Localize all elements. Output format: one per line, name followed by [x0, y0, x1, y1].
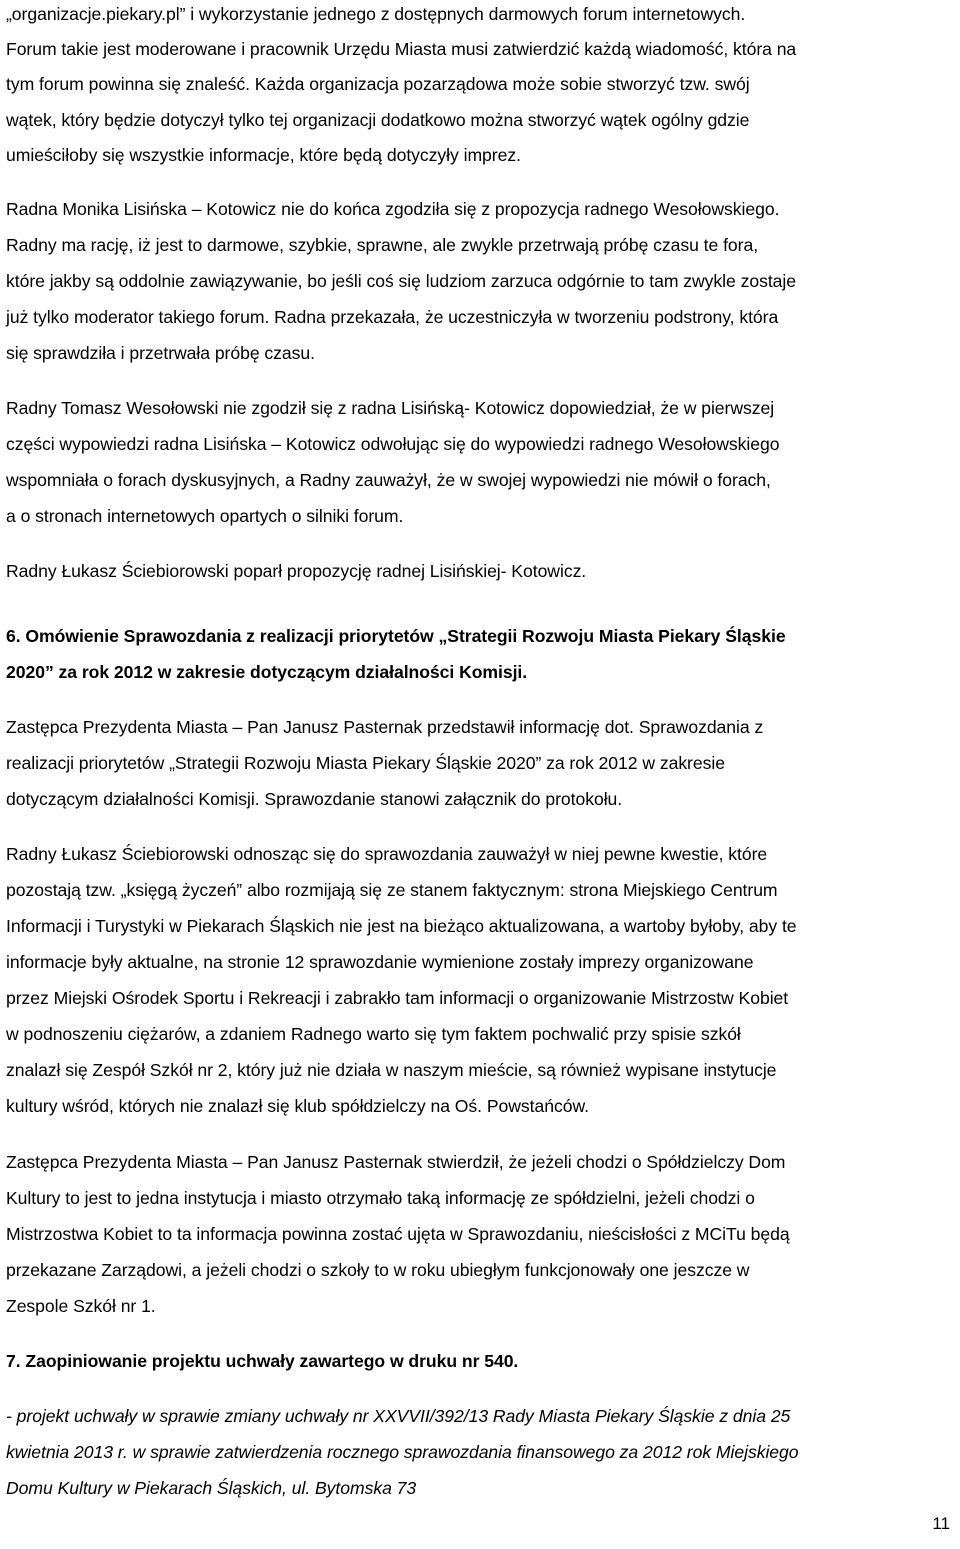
paragraph-line: „organizacje.piekary.pl” i wykorzystanie jednego z dostępnych darmowych forum internetowych.: [6, 4, 746, 24]
paragraph-line: części wypowiedzi radna Lisińska – Kotowicz odwołując się do wypowiedzi radnego Wesołowskiego: [6, 434, 780, 454]
paragraph-line: które jakby są oddolnie zawiązywanie, bo jeśli coś się ludziom zarzuca odgórnie to tam zwykle zostaje: [6, 271, 796, 291]
paragraph-line: Radny ma rację, iż jest to darmowe, szybkie, sprawne, ale zwykle przetrwają próbę czasu te fora,: [6, 235, 759, 255]
heading-line: 7. Zaopiniowanie projektu uchwały zawartego w druku nr 540.: [6, 1351, 519, 1371]
paragraph-line: Radny Łukasz Ściebiorowski poparł propozycję radnej Lisińskiej- Kotowicz.: [6, 561, 587, 581]
paragraph-line: dotyczącym działalności Komisji. Sprawozdanie stanowi załącznik do protokołu.: [6, 789, 623, 809]
paragraph-line: Radny Łukasz Ściebiorowski odnosząc się do sprawozdania zauważył w niej pewne kwestie, które: [6, 844, 768, 864]
paragraph-line: informacje były aktualne, na stronie 12 sprawozdanie wymienione zostały imprezy organizowane: [6, 952, 754, 972]
heading-line: 2020” za rok 2012 w zakresie dotyczącym działalności Komisji.: [6, 662, 528, 682]
paragraph-line: przez Miejski Ośrodek Sportu i Rekreacji i zabrakło tam informacji o organizowanie Mistrzostw Kobiet: [6, 988, 789, 1008]
paragraph-line: wspomniała o forach dyskusyjnych, a Radny zauważył, że w swojej wypowiedzi nie mówił o forach,: [6, 470, 771, 490]
paragraph-line: kwietnia 2013 r. w sprawie zatwierdzenia rocznego sprawozdania finansowego za 2012 rok Miejskiego: [6, 1442, 799, 1462]
paragraph-line: Radna Monika Lisińska – Kotowicz nie do końca zgodziła się z propozycja radnego Wesołowskiego.: [6, 199, 780, 219]
paragraph-line: znalazł się Zespół Szkół nr 2, który już nie działa w naszym mieście, są również wypisane instytucje: [6, 1060, 777, 1080]
paragraph-line: Mistrzostwa Kobiet to ta informacja powinna zostać ujęta w Sprawozdaniu, nieścisłości z MCiTu będą: [6, 1224, 790, 1244]
paragraph-line: Zespole Szkół nr 1.: [6, 1296, 156, 1316]
paragraph-line: kultury wśród, których nie znalazł się klub spółdzielczy na Oś. Powstańców.: [6, 1096, 589, 1116]
paragraph-line: Radny Tomasz Wesołowski nie zgodził się z radna Lisińską- Kotowicz dopowiedział, że w pierwszej: [6, 398, 775, 418]
paragraph-line: - projekt uchwały w sprawie zmiany uchwały nr XXVVII/392/13 Rady Miasta Piekary Śląskie z dnia 25: [6, 1406, 791, 1426]
paragraph-line: się sprawdziła i przetrwała próbę czasu.: [6, 343, 315, 363]
paragraph-line: w podnoszeniu ciężarów, a zdaniem Radnego warto się tym faktem pochwalić przy spisie szkół: [6, 1024, 741, 1044]
paragraph-line: już tylko moderator takiego forum. Radna przekazała, że uczestniczyła w tworzeniu podstrony, która: [6, 307, 779, 327]
paragraph-line: Domu Kultury w Piekarach Śląskich, ul. Bytomska 73: [6, 1478, 417, 1498]
paragraph-line: umieściłoby się wszystkie informacje, które będą dotyczyły imprez.: [6, 145, 521, 165]
paragraph-line: pozostają tzw. „księgą życzeń” albo rozmijają się ze stanem faktycznym: strona Miejskiego Centrum: [6, 880, 778, 900]
paragraph-line: Forum takie jest moderowane i pracownik Urzędu Miasta musi zatwierdzić każdą wiadomość, która na: [6, 39, 797, 59]
page-number: 11: [932, 1514, 950, 1533]
paragraph-line: przekazane Zarządowi, a jeżeli chodzi o szkoły to w roku ubiegłym funkcjonowały one jeszcze w: [6, 1260, 750, 1280]
paragraph-line: tym forum powinna się znaleść. Każda organizacja pozarządowa może sobie stworzyć tzw. swój: [6, 74, 750, 94]
paragraph-line: wątek, który będzie dotyczył tylko tej organizacji dodatkowo można stworzyć wątek ogólny gdzie: [6, 110, 750, 130]
paragraph-line: Kultury to jest to jedna instytucja i miasto otrzymało taką informację ze spółdzielni, jeżeli chodzi o: [6, 1188, 755, 1208]
paragraph-line: Zastępca Prezydenta Miasta – Pan Janusz Pasternak stwierdził, że jeżeli chodzi o Spółdzielczy Dom: [6, 1152, 786, 1172]
paragraph-line: Informacji i Turystyki w Piekarach Śląskich nie jest na bieżąco aktualizowana, a wartoby byłoby, aby te: [6, 916, 797, 936]
heading-line: 6. Omówienie Sprawozdania z realizacji priorytetów „Strategii Rozwoju Miasta Piekary Śląskie: [6, 626, 786, 646]
paragraph-line: realizacji priorytetów „Strategii Rozwoju Miasta Piekary Śląskie 2020” za rok 2012 w zakresie: [6, 753, 725, 773]
paragraph-line: a o stronach internetowych opartych o silniki forum.: [6, 506, 404, 526]
paragraph-line: Zastępca Prezydenta Miasta – Pan Janusz Pasternak przedstawił informację dot. Sprawozdania z: [6, 717, 764, 737]
